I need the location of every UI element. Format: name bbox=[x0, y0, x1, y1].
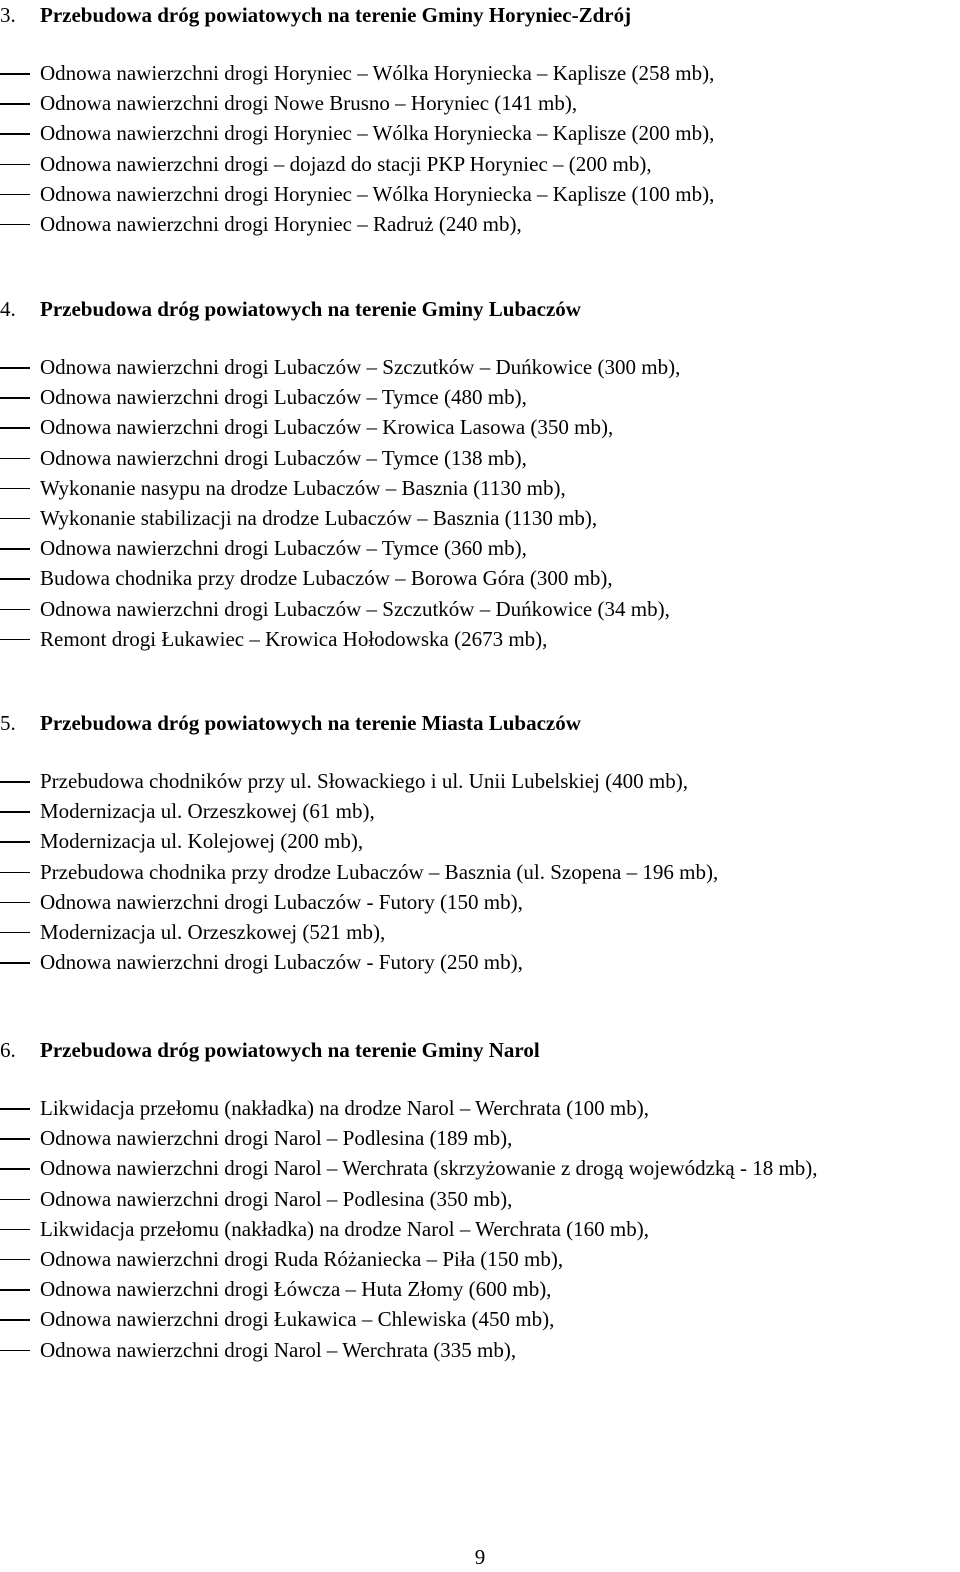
list-item-text: Odnowa nawierzchni drogi Narol – Podlesina (350 mb), bbox=[40, 1186, 513, 1211]
dash-bullet bbox=[0, 811, 30, 813]
section-heading bbox=[0, 1035, 960, 1065]
list-item-text: Likwidacja przełomu (nakładka) na drodze Narol – Werchrata (100 mb), bbox=[40, 1096, 649, 1120]
list-item-text: Odnowa nawierzchni drogi Łukawica – Chlewiska (450 mb), bbox=[40, 1307, 555, 1332]
list-item bbox=[0, 149, 960, 179]
dash-bullet bbox=[0, 1229, 30, 1231]
dash-bullet bbox=[0, 1199, 30, 1201]
list-item-text: Przebudowa chodnika przy drodze Lubaczów – Basznia (ul. Szopena – 196 mb), bbox=[40, 859, 719, 884]
dash-bullet bbox=[0, 578, 30, 580]
dash-bullet bbox=[0, 872, 30, 874]
dash-bullet bbox=[0, 458, 30, 460]
list-item-text: Odnowa nawierzchni drogi Narol – Werchrata (335 mb), bbox=[40, 1337, 517, 1362]
list-item bbox=[0, 1214, 960, 1244]
list-item-text: Odnowa nawierzchni drogi Lubaczów - Futory (250 mb), bbox=[40, 950, 523, 975]
section-title: Przebudowa dróg powiatowych na terenie Gminy Horyniec-Zdrój bbox=[40, 3, 632, 27]
dash-bullet bbox=[0, 1319, 30, 1321]
list-item bbox=[0, 503, 960, 533]
list-item-text: Odnowa nawierzchni drogi Horyniec – Wólka Horyniecka – Kaplisze (258 mb), bbox=[40, 61, 715, 85]
list-item bbox=[0, 533, 960, 563]
dash-bullet bbox=[0, 427, 30, 429]
dash-bullet bbox=[0, 518, 30, 520]
item-list bbox=[0, 766, 960, 977]
dash-bullet bbox=[0, 73, 30, 75]
list-item bbox=[0, 382, 960, 412]
list-item-text: Odnowa nawierzchni drogi Łówcza – Huta Złomy (600 mb), bbox=[40, 1277, 552, 1302]
list-item bbox=[0, 826, 960, 856]
dash-bullet bbox=[0, 1350, 30, 1352]
list-item-text: Odnowa nawierzchni drogi Lubaczów – Szczutków – Duńkowice (34 mb), bbox=[40, 596, 670, 621]
list-item bbox=[0, 947, 960, 977]
list-item-text: Budowa chodnika przy drodze Lubaczów – Borowa Góra (300 mb), bbox=[40, 566, 613, 591]
dash-bullet bbox=[0, 194, 30, 196]
dash-bullet bbox=[0, 1289, 30, 1291]
list-item-text: Odnowa nawierzchni drogi Horyniec – Radruż (240 mb), bbox=[40, 211, 522, 236]
list-item-text: Remont drogi Łukawiec – Krowica Hołodowska (2673 mb), bbox=[40, 626, 548, 651]
list-item bbox=[0, 443, 960, 473]
dash-bullet bbox=[0, 609, 30, 611]
list-item bbox=[0, 917, 960, 947]
dash-bullet bbox=[0, 902, 30, 904]
section-title: Przebudowa dróg powiatowych na terenie Miasta Lubaczów bbox=[40, 711, 581, 735]
section-title: Przebudowa dróg powiatowych na terenie Gminy Lubaczów bbox=[40, 297, 581, 321]
list-item bbox=[0, 352, 960, 382]
list-item bbox=[0, 1093, 960, 1123]
list-item-text: Odnowa nawierzchni drogi Lubaczów – Tymce (138 mb), bbox=[40, 445, 527, 470]
list-item bbox=[0, 1244, 960, 1274]
dash-bullet bbox=[0, 103, 30, 105]
list-item-text: Odnowa nawierzchni drogi – dojazd do stacji PKP Horyniec – (200 mb), bbox=[40, 151, 652, 176]
list-item-text: Odnowa nawierzchni drogi Lubaczów – Krowica Lasowa (350 mb), bbox=[40, 415, 614, 440]
dash-bullet bbox=[0, 367, 30, 369]
section-number: 3. bbox=[0, 3, 16, 27]
list-item bbox=[0, 209, 960, 239]
list-item bbox=[0, 58, 960, 88]
list-item-text: Przebudowa chodników przy ul. Słowackiego i ul. Unii Lubelskiej (400 mb), bbox=[40, 769, 688, 793]
dash-bullet bbox=[0, 639, 30, 641]
list-item-text: Likwidacja przełomu (nakładka) na drodze Narol – Werchrata (160 mb), bbox=[40, 1216, 649, 1241]
list-item-text: Odnowa nawierzchni drogi Lubaczów – Tymce (360 mb), bbox=[40, 536, 527, 561]
item-list bbox=[0, 1093, 960, 1365]
list-item-text: Odnowa nawierzchni drogi Narol – Podlesina (189 mb), bbox=[40, 1126, 513, 1151]
section-title: Przebudowa dróg powiatowych na terenie Gminy Narol bbox=[40, 1038, 540, 1062]
page-number: 9 bbox=[474, 1545, 486, 1569]
list-item-text: Odnowa nawierzchni drogi Nowe Brusno – Horyniec (141 mb), bbox=[40, 91, 578, 116]
section-heading bbox=[0, 708, 960, 738]
list-item bbox=[0, 563, 960, 593]
list-item-text: Wykonanie nasypu na drodze Lubaczów – Basznia (1130 mb), bbox=[40, 475, 566, 500]
section-4 bbox=[0, 294, 960, 654]
list-item-text: Wykonanie stabilizacji na drodze Lubaczów – Basznia (1130 mb), bbox=[40, 505, 598, 530]
dash-bullet bbox=[0, 1138, 30, 1140]
list-item bbox=[0, 1153, 960, 1183]
dash-bullet bbox=[0, 488, 30, 490]
dash-bullet bbox=[0, 962, 30, 964]
list-item-text: Odnowa nawierzchni drogi Horyniec – Wólka Horyniecka – Kaplisze (200 mb), bbox=[40, 121, 715, 146]
item-list bbox=[0, 352, 960, 654]
list-item bbox=[0, 1304, 960, 1334]
list-item bbox=[0, 473, 960, 503]
dash-bullet bbox=[0, 133, 30, 135]
list-item bbox=[0, 887, 960, 917]
list-item bbox=[0, 1274, 960, 1304]
list-item-text: Modernizacja ul. Kolejowej (200 mb), bbox=[40, 829, 364, 854]
list-item bbox=[0, 179, 960, 209]
list-item-text: Odnowa nawierzchni drogi Lubaczów - Futory (150 mb), bbox=[40, 889, 523, 914]
list-item-text: Odnowa nawierzchni drogi Ruda Różaniecka – Piła (150 mb), bbox=[40, 1246, 564, 1271]
section-number: 6. bbox=[0, 1038, 16, 1062]
section-heading bbox=[0, 0, 960, 30]
dash-bullet bbox=[0, 1168, 30, 1170]
item-list bbox=[0, 58, 960, 239]
list-item bbox=[0, 412, 960, 442]
dash-bullet bbox=[0, 781, 30, 783]
dash-bullet bbox=[0, 1108, 30, 1110]
list-item-text: Odnowa nawierzchni drogi Lubaczów – Tymce (480 mb), bbox=[40, 385, 527, 410]
list-item-text: Odnowa nawierzchni drogi Horyniec – Wólka Horyniecka – Kaplisze (100 mb), bbox=[40, 181, 715, 206]
list-item bbox=[0, 857, 960, 887]
list-item bbox=[0, 1123, 960, 1153]
dash-bullet bbox=[0, 164, 30, 166]
list-item bbox=[0, 594, 960, 624]
dash-bullet bbox=[0, 397, 30, 399]
dash-bullet bbox=[0, 224, 30, 226]
dash-bullet bbox=[0, 841, 30, 843]
dash-bullet bbox=[0, 1259, 30, 1261]
section-heading bbox=[0, 294, 960, 324]
list-item bbox=[0, 624, 960, 654]
list-item bbox=[0, 766, 960, 796]
list-item-text: Modernizacja ul. Orzeszkowej (521 mb), bbox=[40, 919, 386, 944]
list-item-text: Odnowa nawierzchni drogi Narol – Werchrata (skrzyżowanie z drogą wojewódzką - 18 mb), bbox=[40, 1156, 818, 1181]
section-5 bbox=[0, 708, 960, 977]
section-6 bbox=[0, 1035, 960, 1365]
list-item bbox=[0, 88, 960, 118]
list-item-text: Odnowa nawierzchni drogi Lubaczów – Szczutków – Duńkowice (300 mb), bbox=[40, 355, 681, 379]
list-item bbox=[0, 118, 960, 148]
dash-bullet bbox=[0, 932, 30, 934]
section-number: 5. bbox=[0, 711, 16, 735]
list-item bbox=[0, 1184, 960, 1214]
list-item-text: Modernizacja ul. Orzeszkowej (61 mb), bbox=[40, 799, 375, 824]
dash-bullet bbox=[0, 548, 30, 550]
section-3 bbox=[0, 0, 960, 239]
list-item bbox=[0, 1335, 960, 1365]
list-item bbox=[0, 796, 960, 826]
section-number: 4. bbox=[0, 297, 16, 321]
